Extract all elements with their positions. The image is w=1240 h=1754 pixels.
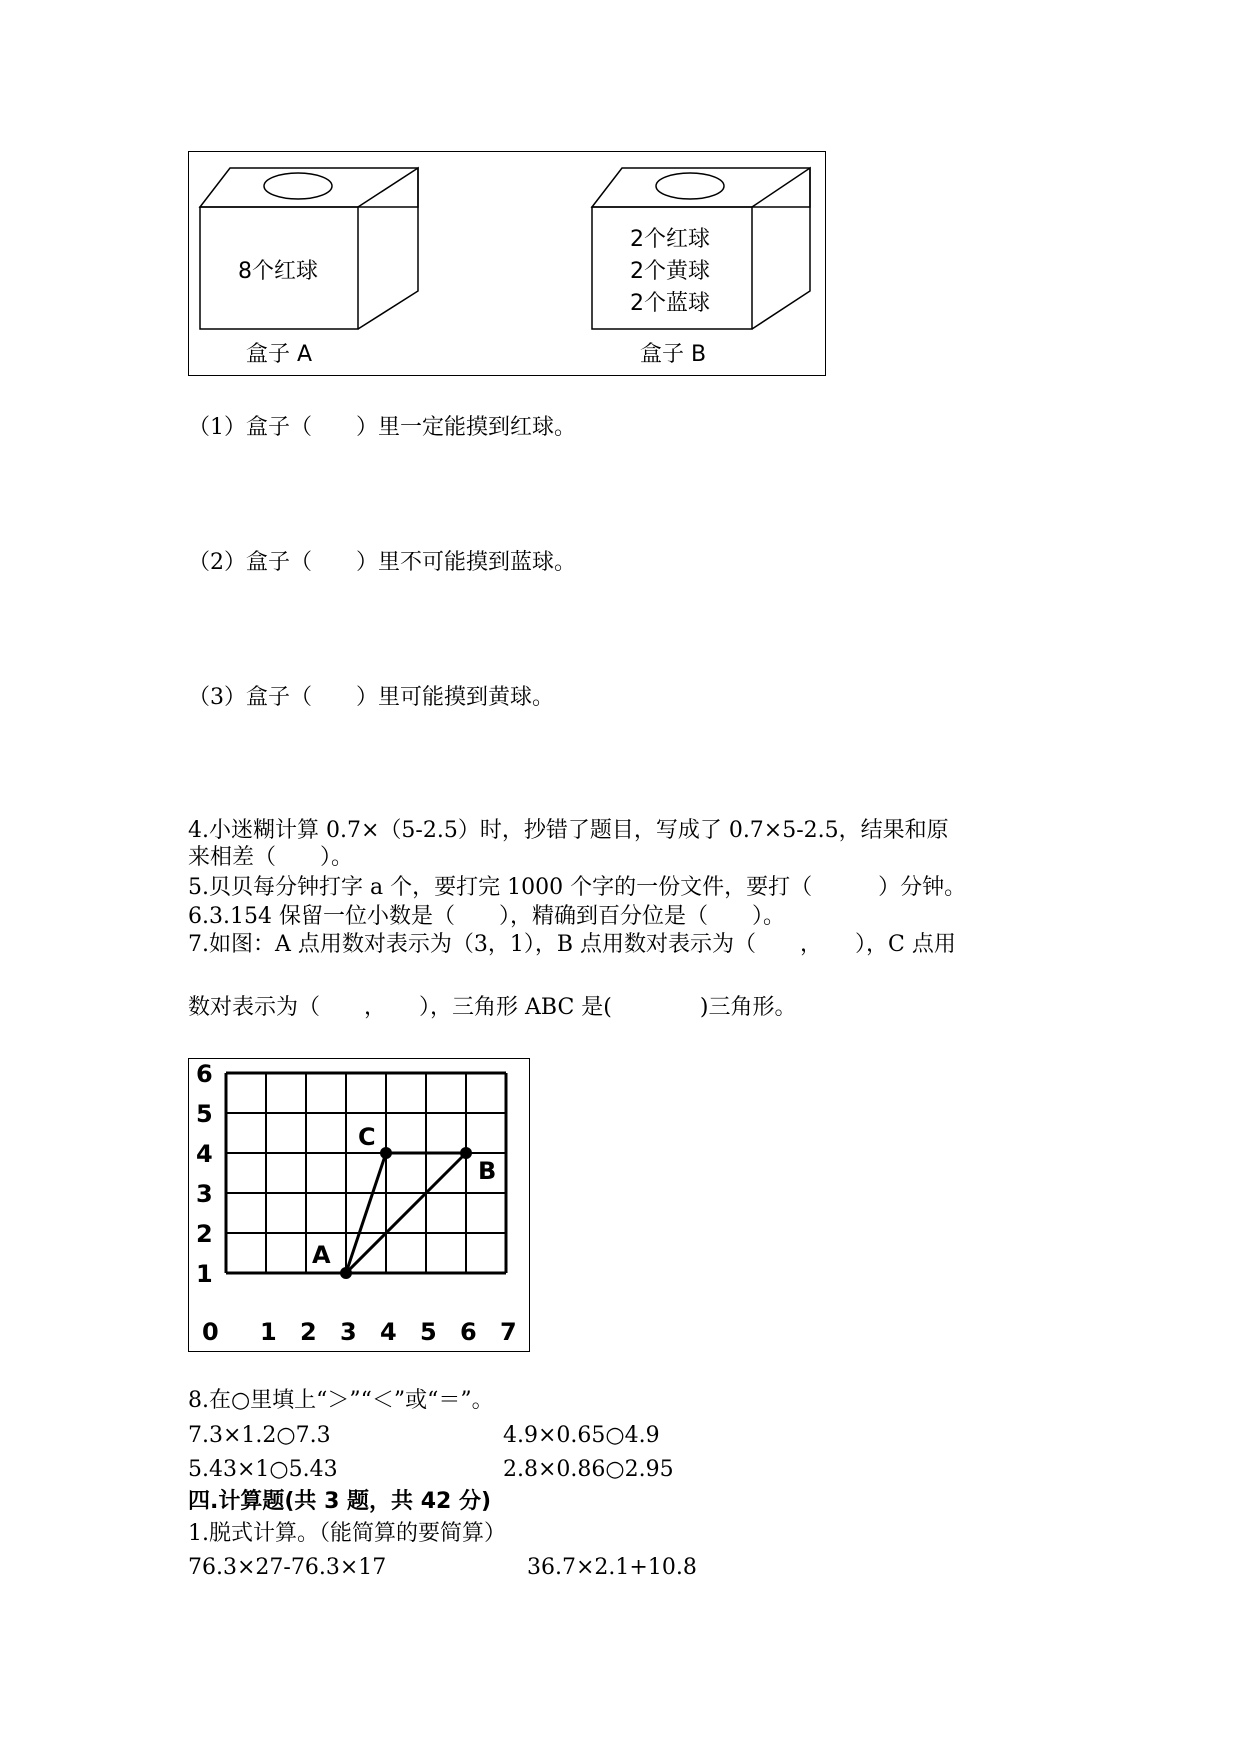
box-a-content: 8个红球	[238, 259, 318, 284]
box-b-content-2: 2个黄球	[630, 259, 710, 284]
question-7-line-2: 数对表示为（ ， ），三角形 ABC 是( )三角形。	[188, 995, 797, 1020]
point-label-c: C	[358, 1123, 376, 1151]
grid-lines	[226, 1073, 506, 1273]
x-tick-label: 1	[260, 1318, 277, 1346]
x-tick-label: 4	[380, 1318, 397, 1346]
y-tick-label: 3	[196, 1180, 213, 1208]
box-a-label: 盒子 A	[246, 342, 313, 367]
box-b-side	[752, 168, 810, 329]
x-tick-label: 5	[420, 1318, 437, 1346]
box-b-label: 盒子 B	[640, 342, 707, 367]
boxes-figure	[188, 151, 828, 377]
box-b-content-1: 2个红球	[630, 227, 710, 252]
coordinate-grid	[188, 1058, 530, 1352]
calc-1-right: 36.7×2.1+10.8	[527, 1555, 697, 1580]
point-b	[460, 1147, 472, 1159]
segment-ab	[346, 1153, 466, 1273]
box-a-opening	[264, 173, 332, 199]
point-a	[340, 1267, 352, 1279]
y-tick-label: 5	[196, 1100, 213, 1128]
subquestion-3: （3）盒子（ ）里可能摸到黄球。	[188, 685, 554, 710]
subquestion-1: （1）盒子（ ）里一定能摸到红球。	[188, 415, 576, 440]
point-label-a: A	[312, 1241, 331, 1269]
y-tick-label: 2	[196, 1220, 213, 1248]
y-tick-label: 4	[196, 1140, 213, 1168]
box-b-opening	[656, 173, 724, 199]
x-tick-label: 2	[300, 1318, 317, 1346]
question-8-row-2-left: 5.43×1○5.43	[188, 1457, 338, 1482]
point-c	[380, 1147, 392, 1159]
box-a	[200, 168, 418, 329]
question-4-line-2: 来相差（ ）。	[188, 845, 354, 870]
calc-1-title: 1.脱式计算。（能简算的要简算）	[188, 1521, 506, 1546]
question-8-row-1-right: 4.9×0.65○4.9	[503, 1423, 660, 1448]
x-tick-label: 6	[460, 1318, 477, 1346]
section-4-title: 四.计算题(共 3 题，共 42 分)	[188, 1489, 492, 1514]
calc-1-left: 76.3×27-76.3×17	[188, 1555, 387, 1580]
question-8-title: 8.在○里填上“＞”“＜”或“＝”。	[188, 1388, 494, 1413]
box-a-side	[358, 168, 418, 329]
question-8-row-1-left: 7.3×1.2○7.3	[188, 1423, 331, 1448]
subquestion-2: （2）盒子（ ）里不可能摸到蓝球。	[188, 550, 576, 575]
question-6: 6.3.154 保留一位小数是（ ），精确到百分位是（ ）。	[188, 904, 785, 929]
triangle-abc	[312, 1123, 496, 1279]
question-8-row-2-right: 2.8×0.86○2.95	[503, 1457, 674, 1482]
question-5: 5.贝贝每分钟打字 a 个，要打完 1000 个字的一份文件，要打（ ）分钟。	[188, 875, 967, 900]
y-tick-label: 1	[196, 1260, 213, 1288]
x-tick-label: 0	[202, 1318, 219, 1346]
grid-labels	[196, 1060, 517, 1346]
x-tick-label: 3	[340, 1318, 357, 1346]
y-tick-label: 6	[196, 1060, 213, 1088]
point-label-b: B	[478, 1157, 497, 1185]
box-b-content-3: 2个蓝球	[630, 291, 710, 316]
x-tick-label: 7	[500, 1318, 517, 1346]
question-7-line-1: 7.如图：A 点用数对表示为（3，1），B 点用数对表示为（ ， ），C 点用	[188, 932, 956, 957]
question-4-line-1: 4.小迷糊计算 0.7×（5-2.5）时，抄错了题目，写成了 0.7×5-2.5，结果和原	[188, 818, 949, 843]
